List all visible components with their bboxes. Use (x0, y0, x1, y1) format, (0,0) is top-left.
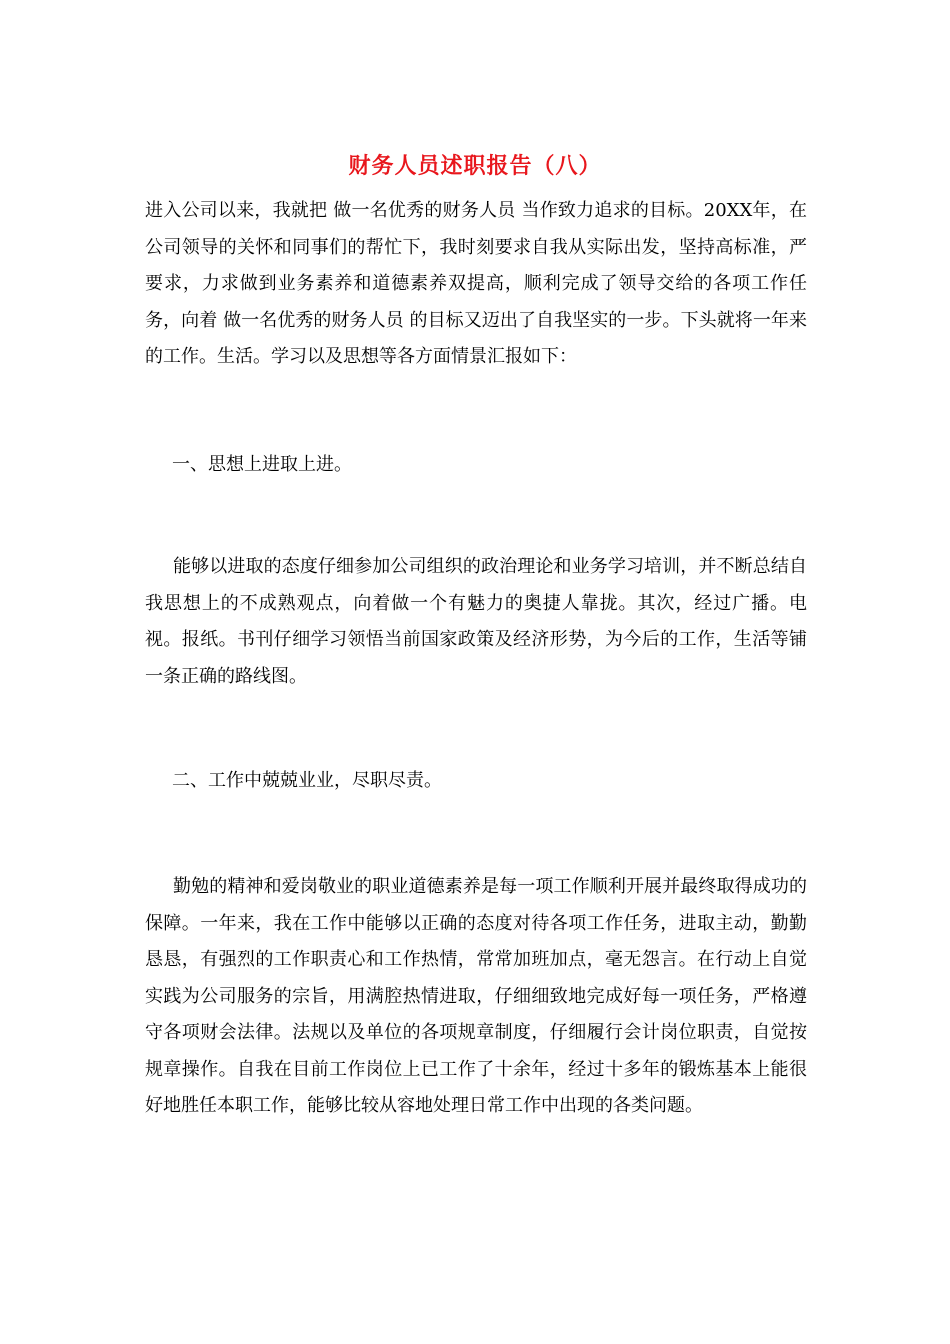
section-1-paragraph: 能够以进取的态度仔细参加公司组织的政治理论和业务学习培训，并不断总结自我思想上的不成熟观点，向着做一个有魅力的奥捷人靠拢。其次，经过广播。电视。报纸。书刊仔细学习领悟当前国家政策及经济形势，为今后的工作，生活等铺一条正确的路线图。 (145, 556, 807, 687)
section-2-paragraph: 勤勉的精神和爱岗敬业的职业道德素养是每一项工作顺利开展并最终取得成功的保障。一年来，我在工作中能够以正确的态度对待各项工作任务，进取主动，勤勤恳恳，有强烈的工作职责心和工作热情，常常加班加点，毫无怨言。在行动上自觉实践为公司服务的宗旨，用满腔热情进取，仔细细致地完成好每一项任务，严格遵守各项财会法律。法规以及单位的各项规章制度，仔细履行会计岗位职责，自觉按规章操作。自我在目前工作岗位上已工作了十余年，经过十多年的锻炼基本上能很好地胜任本职工作，能够比较从容地处理日常工作中出现的各类问题。 (145, 876, 807, 1116)
intro-paragraph: 进入公司以来，我就把 做一名优秀的财务人员 当作致力追求的目标。20XX年，在公司领导的关怀和同事们的帮忙下，我时刻要求自我从实际出发，坚持高标准，严要求，力求做到业务素养和道德素养双提高，顺利完成了领导交给的各项工作任务，向着 做一名优秀的财务人员 的目标又迈出了自我坚实的一步。下头就将一年来的工作。生活。学习以及思想等各方面情景汇报如下： (145, 200, 807, 367)
section-2-heading: 二、工作中兢兢业业，尽职尽责。 (172, 770, 442, 791)
document-title: 财务人员述职报告（八） (348, 153, 602, 179)
section-1-heading: 一、思想上进取上进。 (172, 454, 352, 475)
